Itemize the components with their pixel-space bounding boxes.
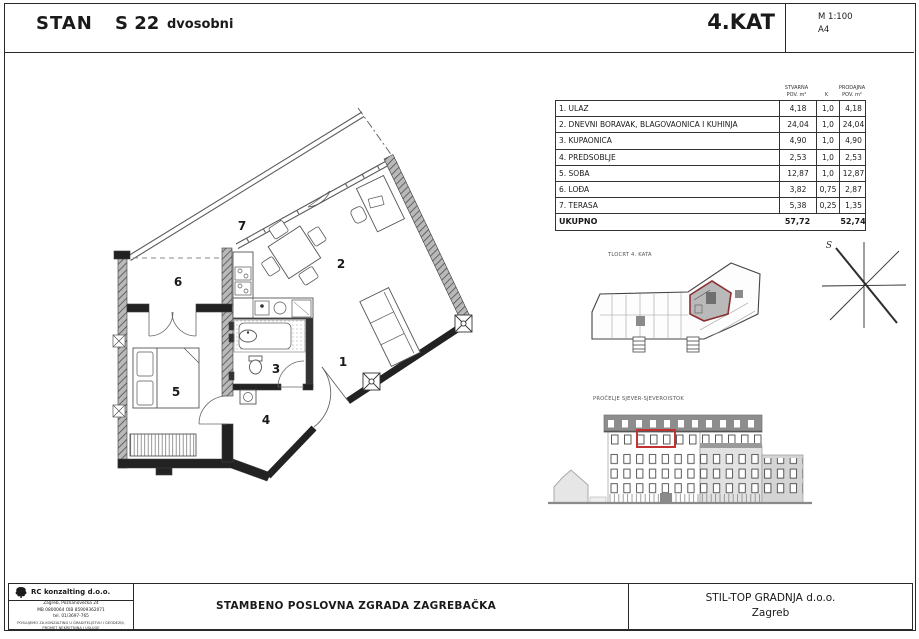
- area-table-body: [555, 100, 866, 231]
- col-prodajna: PRODAJNA POV. m²: [838, 85, 866, 98]
- bathroom-fixtures: [234, 320, 305, 404]
- title-block: [8, 583, 913, 630]
- paper-format: A4: [818, 25, 830, 35]
- floor-label: 4.KAT: [707, 10, 775, 34]
- north-arrow-icon: [815, 235, 915, 335]
- area-table-header: [555, 78, 866, 100]
- table-total-row: UKUPNO 57,72 52,74: [555, 214, 866, 231]
- room-label-6: 6: [173, 275, 183, 289]
- designer-phone: tel. 01/3697-765: [53, 614, 89, 620]
- col-k: K: [824, 91, 829, 98]
- room-label-2: 2: [336, 257, 346, 271]
- designer-cell: [9, 584, 134, 629]
- table-row: 6. LOĐA 3,82 0,75 2,87: [555, 182, 866, 198]
- room-label-7: 7: [237, 219, 247, 233]
- header-divider: [4, 52, 914, 53]
- designer-address: Zagreb, Poznanovečka 24: [43, 601, 99, 606]
- north-label: S: [825, 241, 833, 251]
- investor-city: Zagreb: [751, 607, 790, 619]
- dining-table: [247, 205, 341, 299]
- elevation-title: PROČELJE SJEVER-SJEVEROISTOK: [593, 396, 684, 402]
- unit-id: S 22: [115, 13, 160, 34]
- area-table: [555, 78, 866, 231]
- site-plan-title: TLOCRT 4. KATA: [608, 252, 652, 258]
- project-title: STAMBENO POSLOVNA ZGRADA ZAGREBAČKA: [216, 600, 497, 612]
- investor-name: STIL-TOP GRADNJA d.o.o.: [705, 592, 836, 604]
- header-scalebox-divider: [785, 3, 786, 52]
- bed: [133, 348, 199, 408]
- table-row: 7. TERASA 5,38 0,25 1,35: [555, 198, 866, 214]
- neighbor-house: [554, 470, 606, 503]
- designer-registry: MB 0800064 OIB 85909362071: [37, 607, 105, 613]
- project-cell: [134, 584, 629, 629]
- designer-activity: POSLUJEMO ZA KONZALTING U GRADITELJSTVU I GEODEZIJI, PROMET NEKRETNINA I USLUGE: [17, 620, 125, 630]
- designer-name: RC konzalting d.o.o.: [31, 588, 111, 596]
- site-plan: [555, 240, 825, 370]
- table-row: 4. PREDSOBLJE 2,53 1,0 2,53: [555, 150, 866, 166]
- facade: [604, 415, 803, 503]
- col-stvarna: STVARNA POV. m²: [784, 85, 809, 98]
- wardrobe: [130, 434, 196, 456]
- investor-cell: [629, 584, 912, 629]
- sofa: [360, 288, 420, 367]
- room-label-3: 3: [271, 362, 281, 376]
- doc-type-label: STAN: [36, 13, 93, 34]
- elevation-drawing: [545, 385, 825, 533]
- table-row: 5. SOBA 12,87 1,0 12,87: [555, 166, 866, 182]
- drawing-scale: M 1:100: [818, 12, 853, 22]
- building-outline: [592, 263, 760, 339]
- table-row: 3. KUPAONICA 4,90 1,0 4,90: [555, 133, 866, 149]
- room-label-5: 5: [171, 385, 181, 399]
- room-label-1: 1: [338, 355, 348, 369]
- floor-plan: [80, 85, 510, 535]
- desk-and-chair: [342, 176, 404, 239]
- rc-logo-icon: [14, 586, 28, 599]
- table-row: 1. ULAZ 4,18 1,0 4,18: [555, 101, 866, 117]
- unit-type: dvosobni: [167, 17, 234, 32]
- table-row: 2. DNEVNI BORAVAK, BLAGOVAONICA I KUHINJA 24,04 1,0 24,04: [555, 117, 866, 133]
- room-label-4: 4: [261, 413, 271, 427]
